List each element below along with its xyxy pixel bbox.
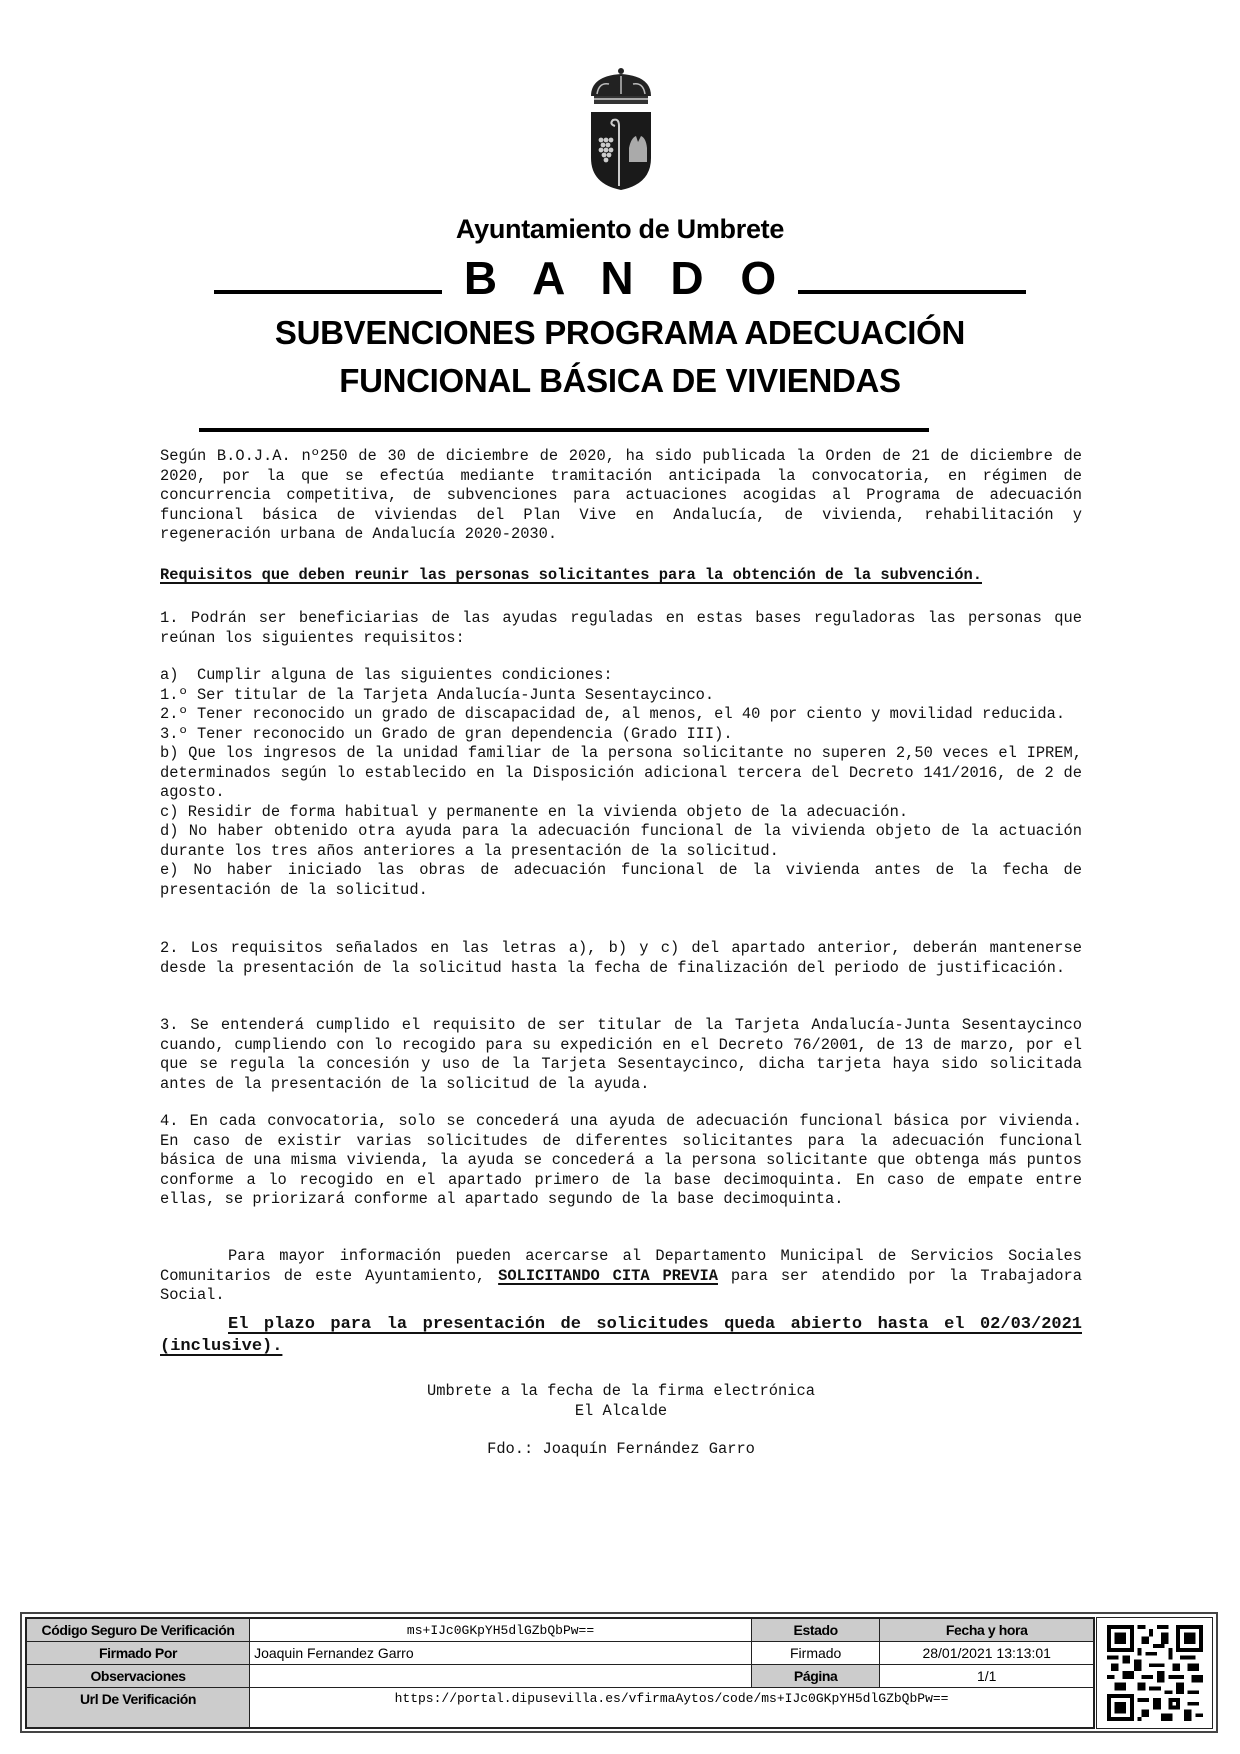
fecha-label: Fecha y hora bbox=[880, 1619, 1094, 1642]
list-item: e) No haber iniciado las obras de adecuación funcional de la vivienda antes de la fecha de presentación de la solicitud. bbox=[160, 861, 1082, 899]
point-3 bbox=[160, 1016, 1082, 1094]
title-line-1: SUBVENCIONES PROGRAMA ADECUACIÓN bbox=[274, 314, 966, 351]
list-item: a) Cumplir alguna de las siguientes condiciones: bbox=[160, 666, 613, 684]
point-2-text: 2. Los requisitos señalados en las letras a), b) y c) del apartado anterior, deberán mantenerse desde la presentación de la solicitud hasta la fecha de finalización del periodo de justificación. bbox=[160, 939, 1082, 977]
list-item: 1.º Ser titular de la Tarjeta Andalucía-Junta Sesentaycinco. bbox=[160, 685, 715, 704]
list-item: b) Que los ingresos de la unidad familiar de la persona solicitante no superen 2,50 veces el IPREM, determinados según lo establecido en la Disposición adicional tercera del Decreto 141/2016, de 2 de agosto. bbox=[160, 744, 1082, 801]
title-line-2: FUNCIONAL BÁSICA DE VIVIENDAS bbox=[339, 362, 901, 399]
point-1 bbox=[160, 609, 1082, 648]
requirements-heading bbox=[160, 566, 1082, 586]
intro-paragraph bbox=[160, 447, 1082, 545]
list-item: d) No haber obtenido otra ayuda para la adecuación funcional de la vivienda objeto de la actuación durante los tres años anteriores a la presentación de la solicitud. bbox=[160, 822, 1082, 860]
verification-table bbox=[26, 1618, 1094, 1728]
deadline-paragraph bbox=[160, 1314, 1082, 1358]
info-text-after: para ser atendido por la Trabajadora Social. bbox=[160, 1266, 1082, 1304]
requirements-heading-text: Requisitos que deben reunir las personas solicitantes para la obtención de la subvención. bbox=[160, 566, 982, 584]
fecha-value: 28/01/2021 13:13:01 bbox=[880, 1642, 1094, 1665]
url-label: Url De Verificación bbox=[27, 1688, 250, 1728]
estado-value: Firmado bbox=[752, 1642, 880, 1665]
pagina-label: Página bbox=[752, 1665, 880, 1688]
organization-name: Ayuntamiento de Umbrete bbox=[455, 214, 785, 244]
qr-code-frame bbox=[1096, 1617, 1213, 1729]
verification-table-frame bbox=[25, 1617, 1095, 1729]
heading-rule-left bbox=[214, 290, 442, 294]
firmado-por-label: Firmado Por bbox=[27, 1642, 250, 1665]
list-item: 3.º Tener reconocido un Grado de gran dependencia (Grado III). bbox=[160, 724, 733, 743]
deadline-text: El plazo para la presentación de solicitudes queda abierto hasta el 02/03/2021 (inclusive). bbox=[160, 1315, 1082, 1356]
point-4-text: 4. En cada convocatoria, solo se concederá una ayuda de adecuación funcional básica por vivienda. En caso de existir varias solicitudes de diferentes solicitantes para la adecuación funcional básica de una misma vivienda, la ayuda se concederá a la persona solicitante que obtenga más puntos conforme a lo recogido en el apartado primero de la base decimoquinta. En caso de empate entre ellas, se priorizará conforme al apartado segundo de la base decimoquinta. bbox=[160, 1112, 1082, 1208]
coat-of-arms-icon bbox=[585, 66, 657, 192]
signature-name: Fdo.: Joaquín Fernández Garro bbox=[487, 1440, 755, 1458]
info-paragraph bbox=[160, 1247, 1082, 1306]
signature-role: El Alcalde bbox=[574, 1401, 668, 1420]
point-4 bbox=[160, 1112, 1082, 1210]
point-1-text: 1. Podrán ser beneficiarias de las ayudas reguladas en estas bases reguladoras las personas que reúnan los siguientes requisitos: bbox=[160, 609, 1082, 647]
document-type-heading bbox=[0, 250, 1240, 306]
signature-block bbox=[160, 1382, 1082, 1460]
firmado-por-value: Joaquin Fernandez Garro bbox=[250, 1642, 752, 1665]
observaciones-label: Observaciones bbox=[27, 1665, 250, 1688]
estado-label: Estado bbox=[752, 1619, 880, 1642]
intro-text: Según B.O.J.A. nº250 de 30 de diciembre de 2020, ha sido publicada la Orden de 21 de diciembre de 2020, por la que se efectúa mediante tramitación anticipada la convocatoria, en régimen de concurrencia competitiva, de subvenciones para actuaciones acogidas al Programa de adecuación funcional básica de viviendas del Plan Vive en Andalucía, de vivienda, rehabilitación y regeneración urbana de Andalucía 2020-2030. bbox=[160, 447, 1082, 543]
cita-previa-highlight: SOLICITANDO CITA PREVIA bbox=[498, 1266, 718, 1285]
point-2 bbox=[160, 939, 1082, 978]
qr-code-icon[interactable] bbox=[1107, 1625, 1203, 1721]
list-item: 2.º Tener reconocido un grado de discapacidad de, al menos, el 40 por ciento y movilidad reducida. bbox=[160, 705, 1066, 723]
list-item: c) Residir de forma habitual y permanente en la vivienda objeto de la adecuación. bbox=[160, 802, 909, 821]
csv-label: Código Seguro De Verificación bbox=[27, 1619, 250, 1642]
verification-url[interactable]: https://portal.dipusevilla.es/vfirmaAytos/code/ms+IJc0GKpYH5dlGZbQbPw== bbox=[250, 1688, 1094, 1728]
verification-footer bbox=[20, 1612, 1218, 1733]
title-divider bbox=[199, 428, 929, 432]
pagina-value: 1/1 bbox=[880, 1665, 1094, 1688]
signature-place-date: Umbrete a la fecha de la firma electrónica bbox=[427, 1382, 815, 1400]
requirements-list bbox=[160, 666, 1082, 900]
bando-word: B A N D O bbox=[463, 252, 789, 304]
csv-value: ms+IJc0GKpYH5dlGZbQbPw== bbox=[250, 1619, 752, 1642]
point-3-text: 3. Se entenderá cumplido el requisito de ser titular de la Tarjeta Andalucía-Junta Sesentaycinco cuando, cumpliendo con lo recogido para su expedición en el Decreto 76/2001, de 13 de marzo, por el que se regula la concesión y uso de la Tarjeta Sesentaycinco, dicha tarjeta haya sido solicitada antes de la presentación de la solicitud de la ayuda. bbox=[160, 1016, 1082, 1093]
heading-rule-right bbox=[798, 290, 1026, 294]
observaciones-value bbox=[250, 1665, 752, 1688]
info-text-before: Para mayor información pueden acercarse al Departamento Municipal de Servicios Sociales Comunitarios de este Ayuntamiento, bbox=[160, 1247, 1082, 1285]
